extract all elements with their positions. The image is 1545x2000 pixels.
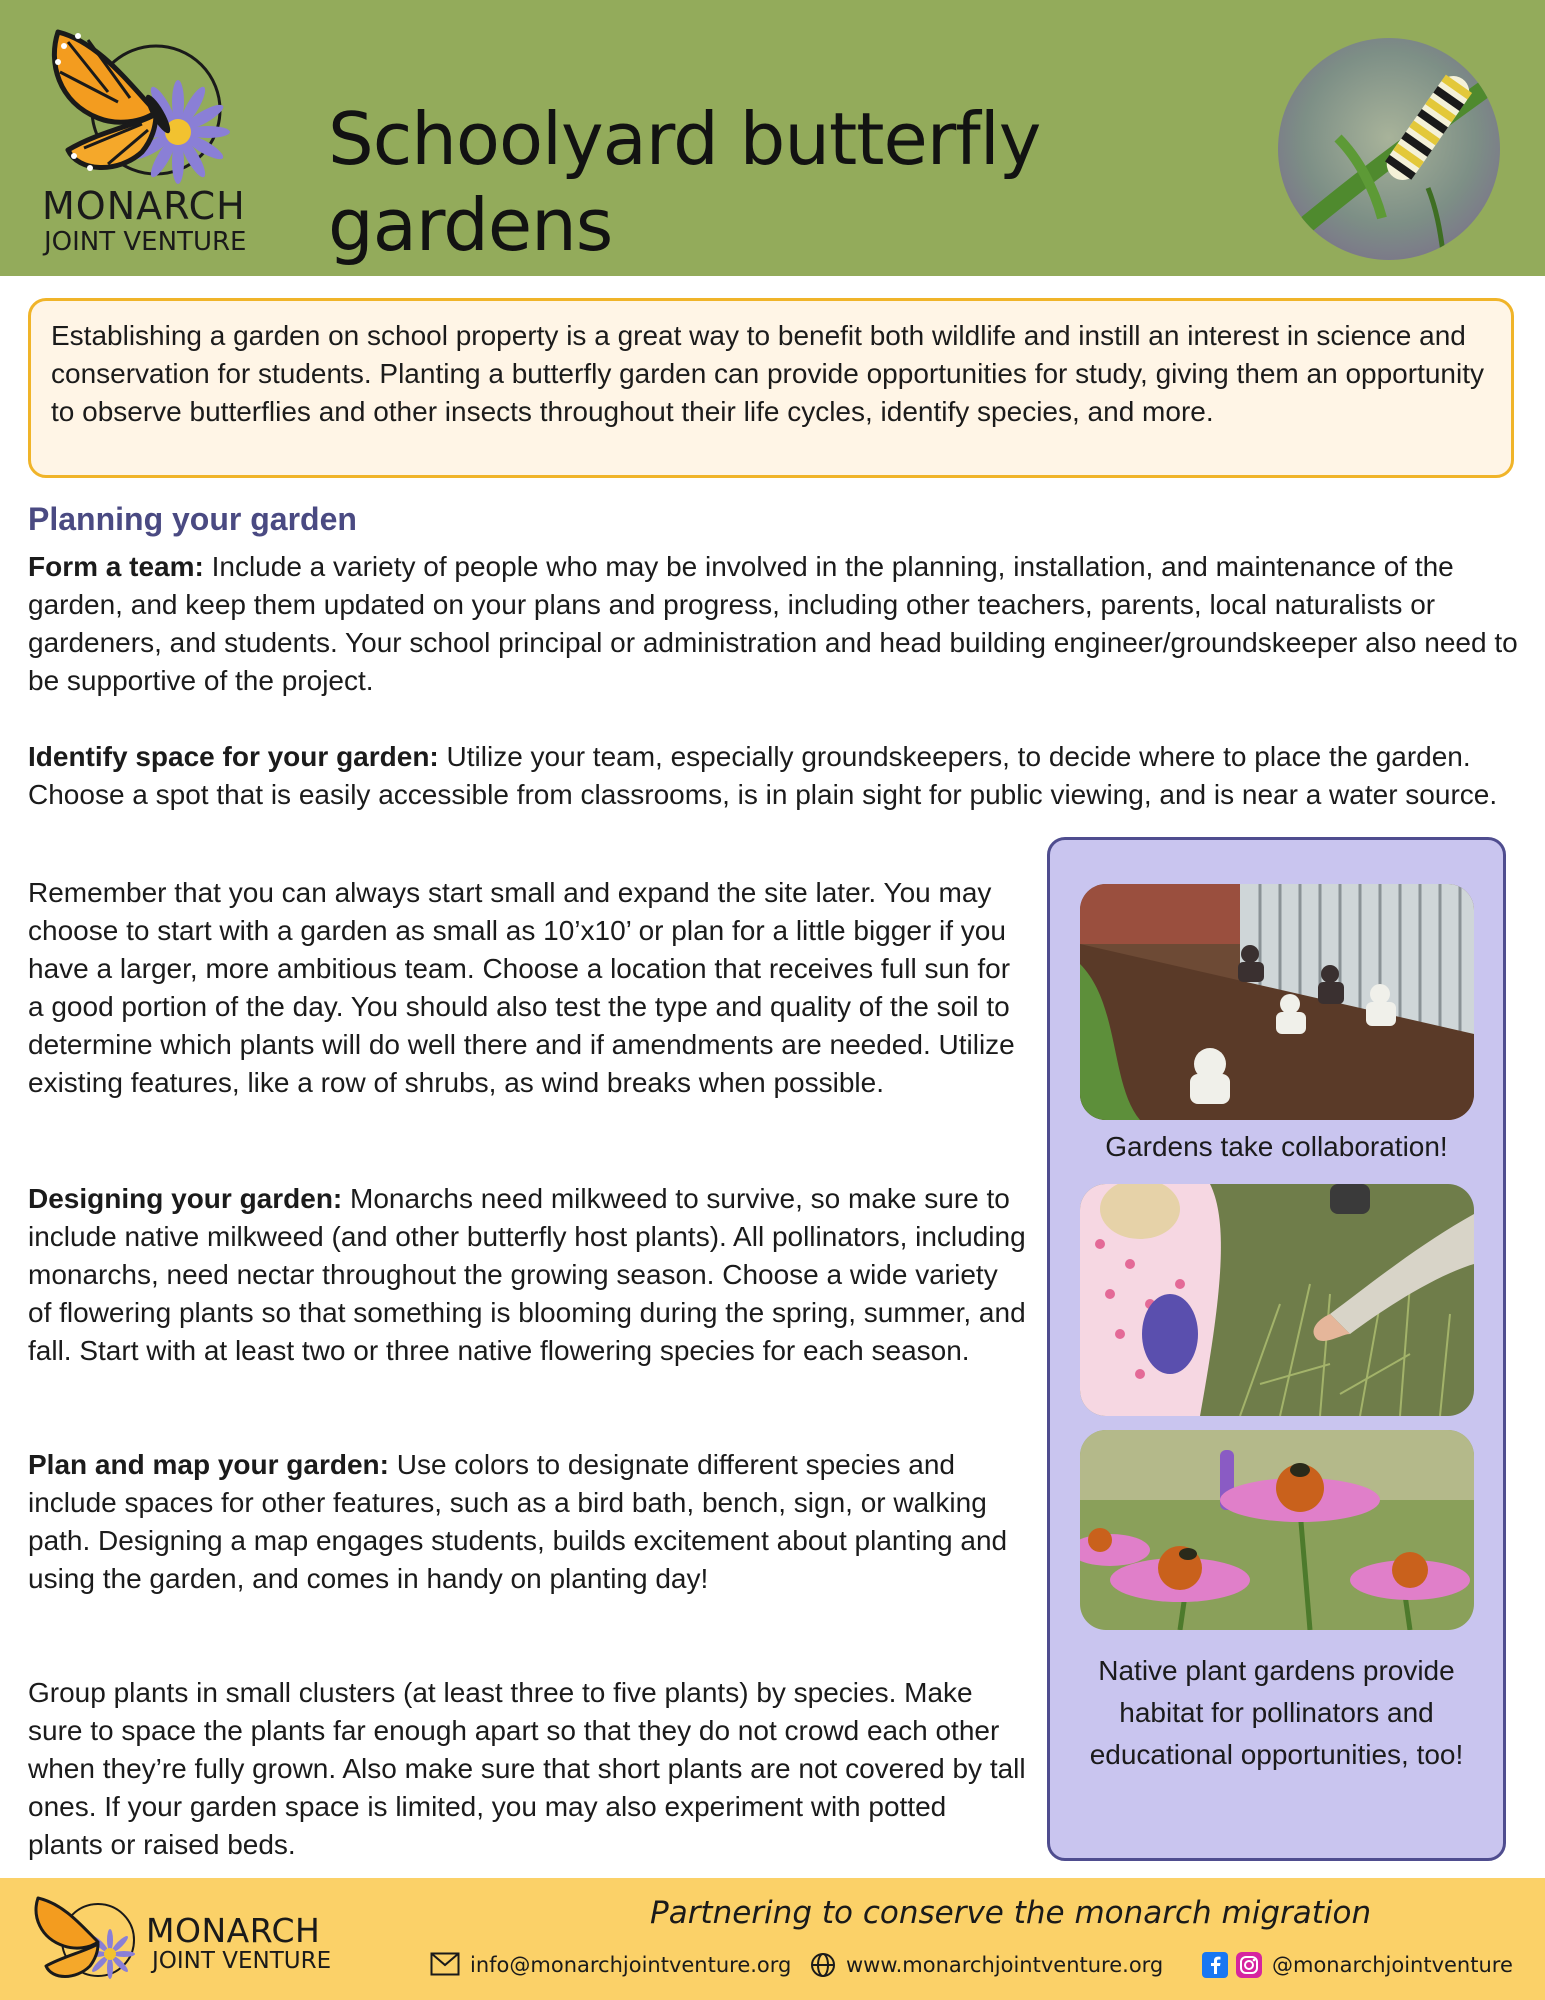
monarch-logo (38, 22, 258, 262)
footer-social-handle[interactable]: @monarchjointventure (1272, 1953, 1513, 1977)
plan-map-paragraph (28, 1446, 1028, 1598)
caterpillar-photo (1278, 38, 1500, 260)
identify-space-paragraph (28, 738, 1518, 814)
child-garden-image-icon (1080, 1184, 1474, 1416)
facebook-icon[interactable] (1202, 1952, 1228, 1978)
footer-butterfly-icon (28, 1890, 140, 1988)
footer-website-link[interactable]: www.monarchjointventure.org (846, 1953, 1164, 1977)
identify-space-label: Identify space for your garden: (28, 741, 439, 772)
coneflower-bee-image-icon (1080, 1430, 1474, 1630)
footer-logo-subtitle: JOINT VENTURE (152, 1948, 332, 1974)
photo-sidebar (1047, 837, 1506, 1861)
form-team-label: Form a team: (28, 551, 204, 582)
garden-planting-photo (1080, 884, 1474, 1120)
logo-name: MONARCH (42, 184, 246, 228)
remember-paragraph: Remember that you can always start small and expand the site later. You may choose to start with a garden as small as 10’x10’ or plan for a little bigger if you have a larger, more ambitious team. Choose a location that receives full sun for a good portion of the day. You should also test the type and quality of the soil to determine which plants will do well there and if amendments are needed. Utilize existing features, like a row of shrubs, as wind breaks when possible. (28, 877, 1015, 1098)
section-heading-planning: Planning your garden (28, 501, 357, 537)
footer-monarch-logo (28, 1890, 348, 1988)
footer-tagline: Partnering to conserve the monarch migration (650, 1895, 1372, 1931)
form-team-text: Include a variety of people who may be involved in the planning, installation, and maintenance of the garden, and keep them updated on your plans and progress, including other teachers, parents, local naturalists or gardeners, and students. Your school principal or administration and head building engineer/groundskeeper also need to be supportive of the project. (28, 551, 1518, 696)
footer-logo-name: MONARCH (146, 1911, 321, 1950)
intro-text: Establishing a garden on school property is a great way to benefit both wildlife and instill an interest in science and conservation for students. Planting a butterfly garden can provide opportunities for study, giving them an opportunity to observe butterflies and other insects throughout their life cycles, identify species, and more. (51, 320, 1484, 427)
header-banner (0, 0, 1545, 276)
designing-label: Designing your garden: (28, 1183, 343, 1214)
logo-subtitle: JOINT VENTURE (44, 227, 247, 257)
plan-map-text: Use colors to designate different species and include spaces for other features, such as a bird bath, bench, sign, or walking path. Designing a map engages students, builds excitement about planting and using the garden, and comes in handy on planting day! (28, 1449, 1008, 1594)
globe-icon (810, 1952, 836, 1978)
group-plants-paragraph: Group plants in small clusters (at least three to five plants) by species. Make sure to space the plants far enough apart so that they do not crowd each other when they’re fully grown. Also make sure that short plants are not covered by tall ones. If your garden space is limited, you may also experiment with potted plants or raised beds. (28, 1677, 1026, 1860)
designing-text: Monarchs need milkweed to survive, so make sure to include native milkweed (and other butterfly host plants). All pollinators, including monarchs, need nectar throughout the growing season. Choose a wide variety of flowering plants so that something is blooming during the spring, summer, and fall. Start with at least two or three native flowering species for each season. (28, 1183, 1026, 1366)
child-planting-photo (1080, 1184, 1474, 1416)
monarch-butterfly-icon (38, 22, 258, 192)
page-title: Schoolyard butterfly gardens (328, 97, 1041, 267)
garden-team-image-icon (1080, 884, 1474, 1120)
identify-space-text: Utilize your team, especially groundskeepers, to decide where to place the garden. Choose a spot that is easily accessible from classrooms, is in plain sight for public viewing, and is near a water source. (28, 741, 1498, 810)
form-team-paragraph (28, 548, 1518, 700)
caption-collaboration: Gardens take collaboration! (1105, 1131, 1448, 1162)
plan-map-label: Plan and map your garden: (28, 1449, 389, 1480)
instagram-icon[interactable] (1236, 1952, 1262, 1978)
coneflower-photo (1080, 1430, 1474, 1630)
caterpillar-image-icon (1278, 38, 1500, 260)
footer-banner (0, 1878, 1545, 2000)
footer-email-link[interactable]: info@monarchjointventure.org (470, 1953, 792, 1977)
caption-native-plants: Native plant gardens provide habitat for pollinators and educational opportunities, too! (1089, 1655, 1464, 1770)
intro-box (28, 298, 1514, 478)
designing-paragraph (28, 1180, 1028, 1370)
envelope-icon (430, 1952, 460, 1976)
